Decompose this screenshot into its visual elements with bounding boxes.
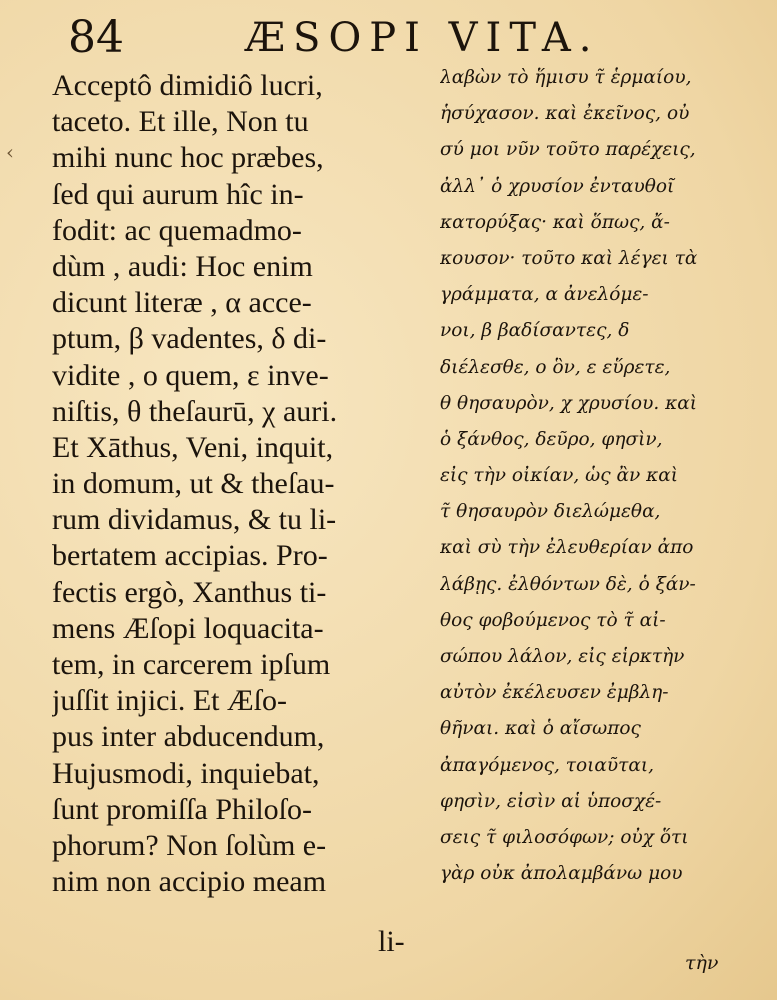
running-head: ÆSOPI VITA.	[245, 15, 600, 61]
latin-text-line: fectis ergò, Xanthus ti-	[52, 575, 327, 609]
latin-text-line: fodit: ac quemadmo-	[52, 213, 302, 247]
greek-text-line: διέλεσθε, ο ὃν, ε εὕρετε,	[440, 356, 671, 378]
latin-text-line: Acceptô dimidiô lucri,	[52, 69, 323, 102]
latin-text-line: niſtis, θ theſaurū, χ auri.	[52, 394, 338, 428]
greek-text-line: αὐτὸν ἐκέλευσεν ἐμβλη-	[440, 682, 669, 704]
latin-text-line: taceto. Et ille, Non tu	[52, 105, 309, 139]
latin-text-line: bertatem accipias. Pro-	[52, 539, 328, 573]
greek-text-line: ἀπαγόμενος, τοιαῦται,	[440, 754, 655, 776]
latin-text-line: Hujusmodi, inquiebat,	[52, 756, 320, 790]
latin-text-line: mihi nunc hoc præbes,	[52, 141, 324, 175]
greek-text-line: γὰρ οὐκ ἀπολαμβάνω μου	[440, 863, 683, 885]
greek-text-line: τ̃ θησαυρὸν διελώμεθα,	[440, 501, 661, 523]
latin-text-line: pus inter abducendum,	[52, 720, 325, 754]
latin-column	[52, 68, 417, 900]
greek-text-line: ἡσύχασον. καὶ ἐκεῖνος, οὐ	[440, 103, 690, 125]
page-header	[60, 10, 760, 66]
latin-text-line: ſed qui aurum hîc in-	[52, 177, 304, 211]
greek-text-line: σώπου λάλον, εἰς εἱρκτὴν	[440, 646, 685, 667]
latin-text-line: ſunt promiſſa Philoſo-	[52, 792, 312, 826]
latin-text-line: phorum? Non ſolùm e-	[52, 828, 327, 862]
greek-text-line: λαβὼν τὸ ἥμισυ τ̃ ἑρμαίου,	[440, 67, 692, 88]
greek-text-line: ἀλλ᾽ ὁ χρυσίον ἐνταυθοῖ	[440, 175, 675, 197]
greek-text-line: θος φοβούμενος τὸ τ̃ αἰ-	[440, 609, 666, 631]
latin-text-line: dicunt literæ , α acce-	[52, 286, 312, 320]
greek-catchword: τὴν	[685, 952, 719, 974]
latin-text-line: in domum, ut & theſau-	[52, 467, 335, 501]
greek-text-line: λάβῃς. ἐλθόντων δὲ, ὁ ξάν-	[440, 573, 696, 595]
greek-column	[440, 60, 765, 892]
greek-text-line: κουσον· τοῦτο καὶ λέγει τὰ	[440, 247, 698, 269]
greek-text-line: ὁ ξάνθος, δεῦρο, φησὶν,	[440, 428, 663, 450]
greek-text-line: σεις τ̃ φιλοσόφων; οὐχ ὅτι	[440, 826, 689, 848]
greek-text-line: κατορύξας· καὶ ὅπως, ἄ-	[440, 211, 670, 233]
greek-text-line: θ θησαυρὸν, χ χρυσίου. καὶ	[440, 392, 697, 414]
margin-mark: ‹	[6, 140, 14, 164]
latin-text-line: mens Æſopi loquacita-	[52, 611, 324, 645]
greek-text-line: φησὶν, εἰσὶν αἱ ὑποσχέ-	[440, 790, 662, 812]
greek-text-line: σύ μοι νῦν τοῦτο παρέχεις,	[440, 139, 696, 161]
latin-text-line: Et Xāthus, Veni, inquit,	[52, 430, 334, 464]
latin-text-line: vidite , ο quem, ε inve-	[52, 358, 329, 392]
greek-text-line: εἰς τὴν οἰκίαν, ὡς ἂν καὶ	[440, 465, 678, 487]
greek-text-line: νοι, β βαδίσαντες, δ	[440, 320, 630, 342]
greek-text-line: θῆναι. καὶ ὁ αἴσωπος	[440, 718, 641, 740]
latin-text-line: nim non accipio meam	[52, 865, 327, 899]
latin-text-line: rum dividamus, & tu li-	[52, 503, 337, 537]
latin-text-line: juſſit injici. Et Æſo-	[52, 684, 287, 718]
greek-text-line: καὶ σὺ τὴν ἐλευθερίαν ἀπο	[440, 537, 694, 559]
latin-text-line: ptum, β vadentes, δ di-	[52, 322, 327, 356]
page-number: 84	[68, 12, 124, 63]
latin-text-line: tem, in carcerem ipſum	[52, 648, 331, 681]
greek-text-line: γράμματα, α ἀνελόμε-	[440, 284, 649, 306]
latin-text-line: dùm , audi: Hoc enim	[52, 249, 313, 283]
latin-catchword: li-	[378, 925, 405, 958]
